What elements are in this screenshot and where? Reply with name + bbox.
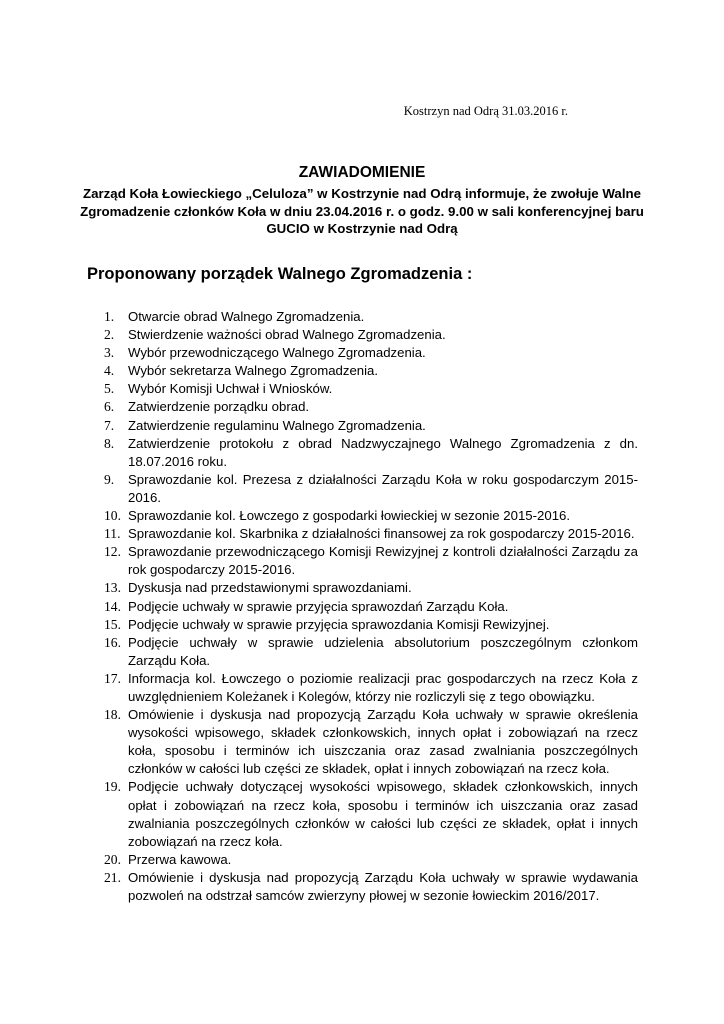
agenda-item-text: Omówienie i dyskusja nad propozycją Zarządu Koła uchwały w sprawie określenia wysokości wpisowego, składek członkowskich, innych opłat i zobowiązań na rzecz koła, sposobu i terminów ich uiszczania oraz zasad zwalniania poszczególnych członków w całości lub części ze składek, opłat i innych zobowiązań na rzecz koła. — [128, 707, 638, 777]
agenda-item-number: 3. — [104, 345, 115, 361]
agenda-item-number: 5. — [104, 381, 115, 397]
agenda-item-text: Stwierdzenie ważności obrad Walnego Zgromadzenia. — [128, 327, 446, 343]
agenda-item-text: Zatwierdzenie porządku obrad. — [128, 399, 310, 415]
agenda-item-number: 7. — [104, 417, 115, 433]
agenda-item — [104, 471, 638, 507]
agenda-item-text: Zatwierdzenie regulaminu Walnego Zgromadzenia. — [128, 417, 426, 433]
agenda-item-number: 12. — [104, 544, 121, 560]
agenda-item-number: 4. — [104, 363, 115, 379]
agenda-item — [104, 344, 638, 362]
agenda-item-text: Sprawozdanie przewodniczącego Komisji Rewizyjnej z kontroli działalności Zarządu za rok gospodarczy 2015-2016. — [128, 544, 638, 578]
agenda-item-text: Sprawozdanie kol. Łowczego z gospodarki łowieckiej w sezonie 2015-2016. — [128, 508, 571, 524]
agenda-item-number: 6. — [104, 399, 115, 415]
agenda-item — [104, 380, 638, 398]
agenda-item-number: 9. — [104, 471, 115, 487]
agenda-item-number: 20. — [104, 851, 121, 867]
agenda-item — [104, 435, 638, 471]
agenda-item — [104, 417, 638, 435]
agenda-item — [104, 778, 638, 850]
agenda-item-number: 21. — [104, 869, 121, 885]
agenda-item-text: Podjęcie uchwały w sprawie przyjęcia sprawozdania Komisji Rewizyjnej. — [128, 616, 550, 632]
agenda-item-text: Zatwierdzenie protokołu z obrad Nadzwyczajnego Walnego Zgromadzenia z dn. 18.07.2016 roku. — [128, 435, 638, 469]
agenda-item-text: Wybór przewodniczącego Walnego Zgromadzenia. — [128, 345, 426, 361]
agenda-item-number: 1. — [104, 309, 115, 324]
agenda-item — [104, 525, 638, 543]
agenda-item-text: Informacja kol. Łowczego o poziomie realizacji prac gospodarczych na rzecz Koła z uwzględnieniem Koleżanek i Kolegów, którzy nie rozliczyli się z tego obowiązku. — [128, 670, 638, 704]
agenda-title: Proponowany porządek Walnego Zgromadzenia : — [87, 265, 473, 283]
agenda-item — [104, 507, 638, 525]
agenda-item-text: Wybór Komisji Uchwał i Wniosków. — [128, 381, 333, 397]
agenda-item-text: Przerwa kawowa. — [128, 851, 232, 867]
agenda-item-text: Sprawozdanie kol. Prezesa z działalności Zarządu Koła w roku gospodarczym 2015-2016. — [128, 471, 638, 505]
agenda-item-text: Dyskusja nad przedstawionymi sprawozdaniami. — [128, 580, 412, 596]
notice-heading: ZAWIADOMIENIE — [298, 164, 426, 181]
agenda-item-number: 17. — [104, 670, 121, 686]
agenda-item — [104, 326, 638, 344]
agenda-item-text: Podjęcie uchwały dotyczącej wysokości wpisowego, składek członkowskich, innych opłat i zobowiązań na rzecz koła, sposobu i terminów ich uiszczania oraz zasad zwalniania poszczególnych członków w całości lub części ze składek, opłat i innych zobowiązań na rzecz koła. — [128, 779, 638, 849]
agenda-item — [104, 579, 638, 597]
agenda-item-number: 16. — [104, 634, 121, 650]
agenda-item — [104, 308, 638, 326]
agenda-item-text: Omówienie i dyskusja nad propozycją Zarządu Koła uchwały w sprawie wydawania pozwoleń na odstrzał samców zwierzyny płowej w sezonie łowieckim 2016/2017. — [128, 869, 638, 903]
agenda-item — [104, 706, 638, 778]
agenda-item — [104, 670, 638, 706]
agenda-list — [104, 308, 638, 905]
agenda-item-text: Wybór sekretarza Walnego Zgromadzenia. — [128, 363, 379, 379]
agenda-item-text: Otwarcie obrad Walnego Zgromadzenia. — [128, 309, 365, 324]
agenda-item-number: 14. — [104, 598, 121, 614]
agenda-item — [104, 543, 638, 579]
agenda-item-number: 8. — [104, 435, 115, 451]
agenda-item — [104, 869, 638, 905]
agenda-item — [104, 362, 638, 380]
agenda-item-number: 15. — [104, 616, 121, 632]
agenda-item-number: 19. — [104, 779, 121, 795]
agenda-item-number: 13. — [104, 580, 121, 596]
agenda-item-number: 2. — [104, 327, 115, 343]
agenda-item-text: Sprawozdanie kol. Skarbnika z działalności finansowej za rok gospodarczy 2015-2016. — [128, 526, 635, 542]
agenda-item-number: 18. — [104, 707, 121, 723]
agenda-item — [104, 598, 638, 616]
agenda-item — [104, 616, 638, 634]
agenda-item — [104, 634, 638, 670]
agenda-item-number: 11. — [104, 526, 121, 542]
agenda-item — [104, 851, 638, 869]
agenda-item-text: Podjęcie uchwały w sprawie udzielenia absolutorium poszczególnym członkom Zarządu Koła. — [128, 634, 638, 668]
date-line: Kostrzyn nad Odrą 31.03.2016 r. — [403, 104, 568, 118]
agenda-item-text: Podjęcie uchwały w sprawie przyjęcia sprawozdań Zarządu Koła. — [128, 598, 509, 614]
agenda-item — [104, 398, 638, 416]
agenda-item-number: 10. — [104, 508, 121, 524]
notice-body: Zarząd Koła Łowieckiego „Celuloza” w Kostrzynie nad Odrą informuje, że zwołuje Walne Zgromadzenie członków Koła w dniu 23.04.2016 r. o godz. 9.00 w sali konferencyjnej baru GUCIO w Kostrzynie nad Odrą — [80, 186, 644, 236]
